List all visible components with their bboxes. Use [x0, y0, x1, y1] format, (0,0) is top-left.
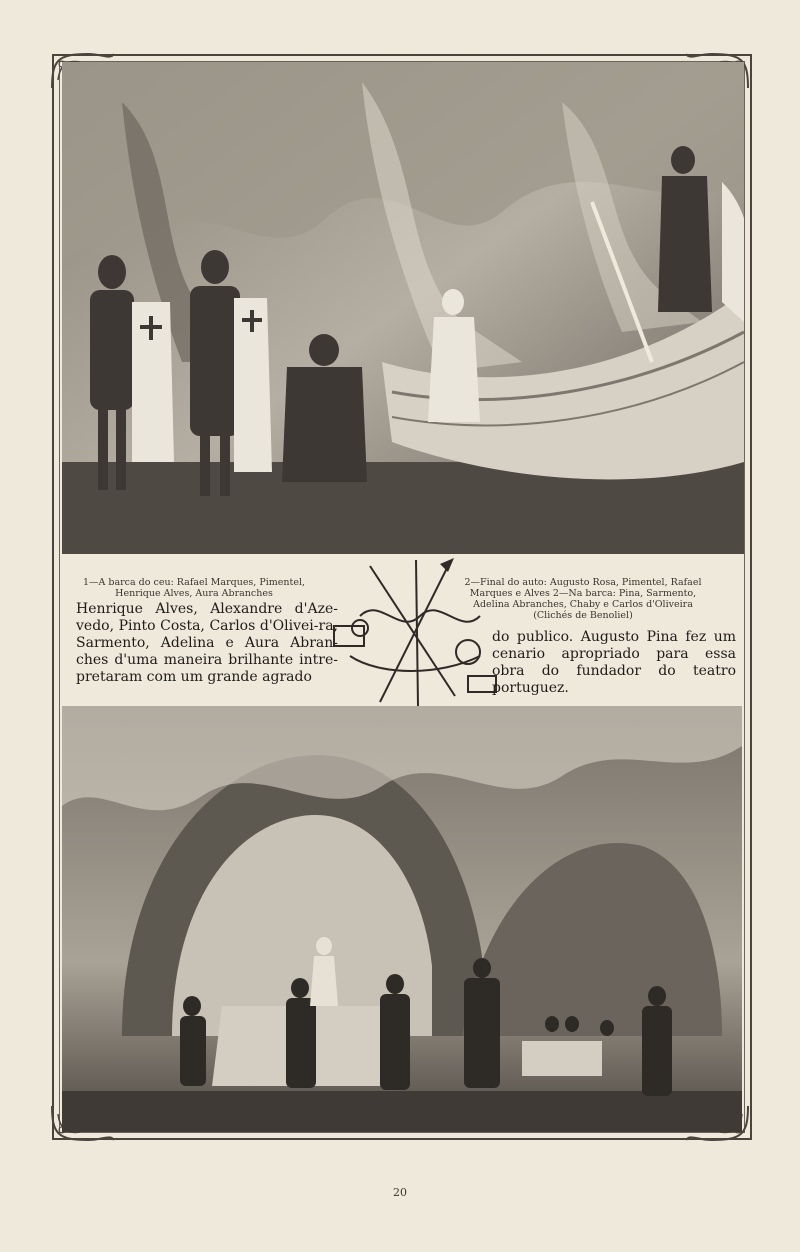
photo-caption-bottom	[458, 577, 708, 621]
stage-photo-cave-finale	[62, 706, 742, 1132]
photo-caption-bottom-text: 2—Final do auto: Augusto Rosa, Pimentel, Rafael Marques e Alves 2—Na barca: Pina, Sarmento, Adelina Abranches, Chaby e Carlos d'Oliveira	[464, 577, 702, 610]
article-text-left: Henrique Alves, Alexandre d'Aze-vedo, Pinto Costa, Carlos d'Olivei-ra, Sarmento, Adelina e Aura Abran-ches d'uma maneira brilhante intre-pretaram com um grande agrado	[76, 601, 338, 685]
photo-credit: (Clichés de Benoliel)	[533, 610, 633, 621]
text-band	[62, 556, 744, 704]
article-text-right: do publico. Augusto Pina fez um cenario apropriado para essa obra do fundador do teatro portuguez.	[492, 629, 736, 696]
page-number: 20	[393, 1186, 407, 1199]
stage-photo-boat-scene	[62, 62, 744, 554]
photo-caption-top: 1—A barca do ceu: Rafael Marques, Pimentel, Henrique Alves, Aura Abranches	[82, 577, 306, 599]
